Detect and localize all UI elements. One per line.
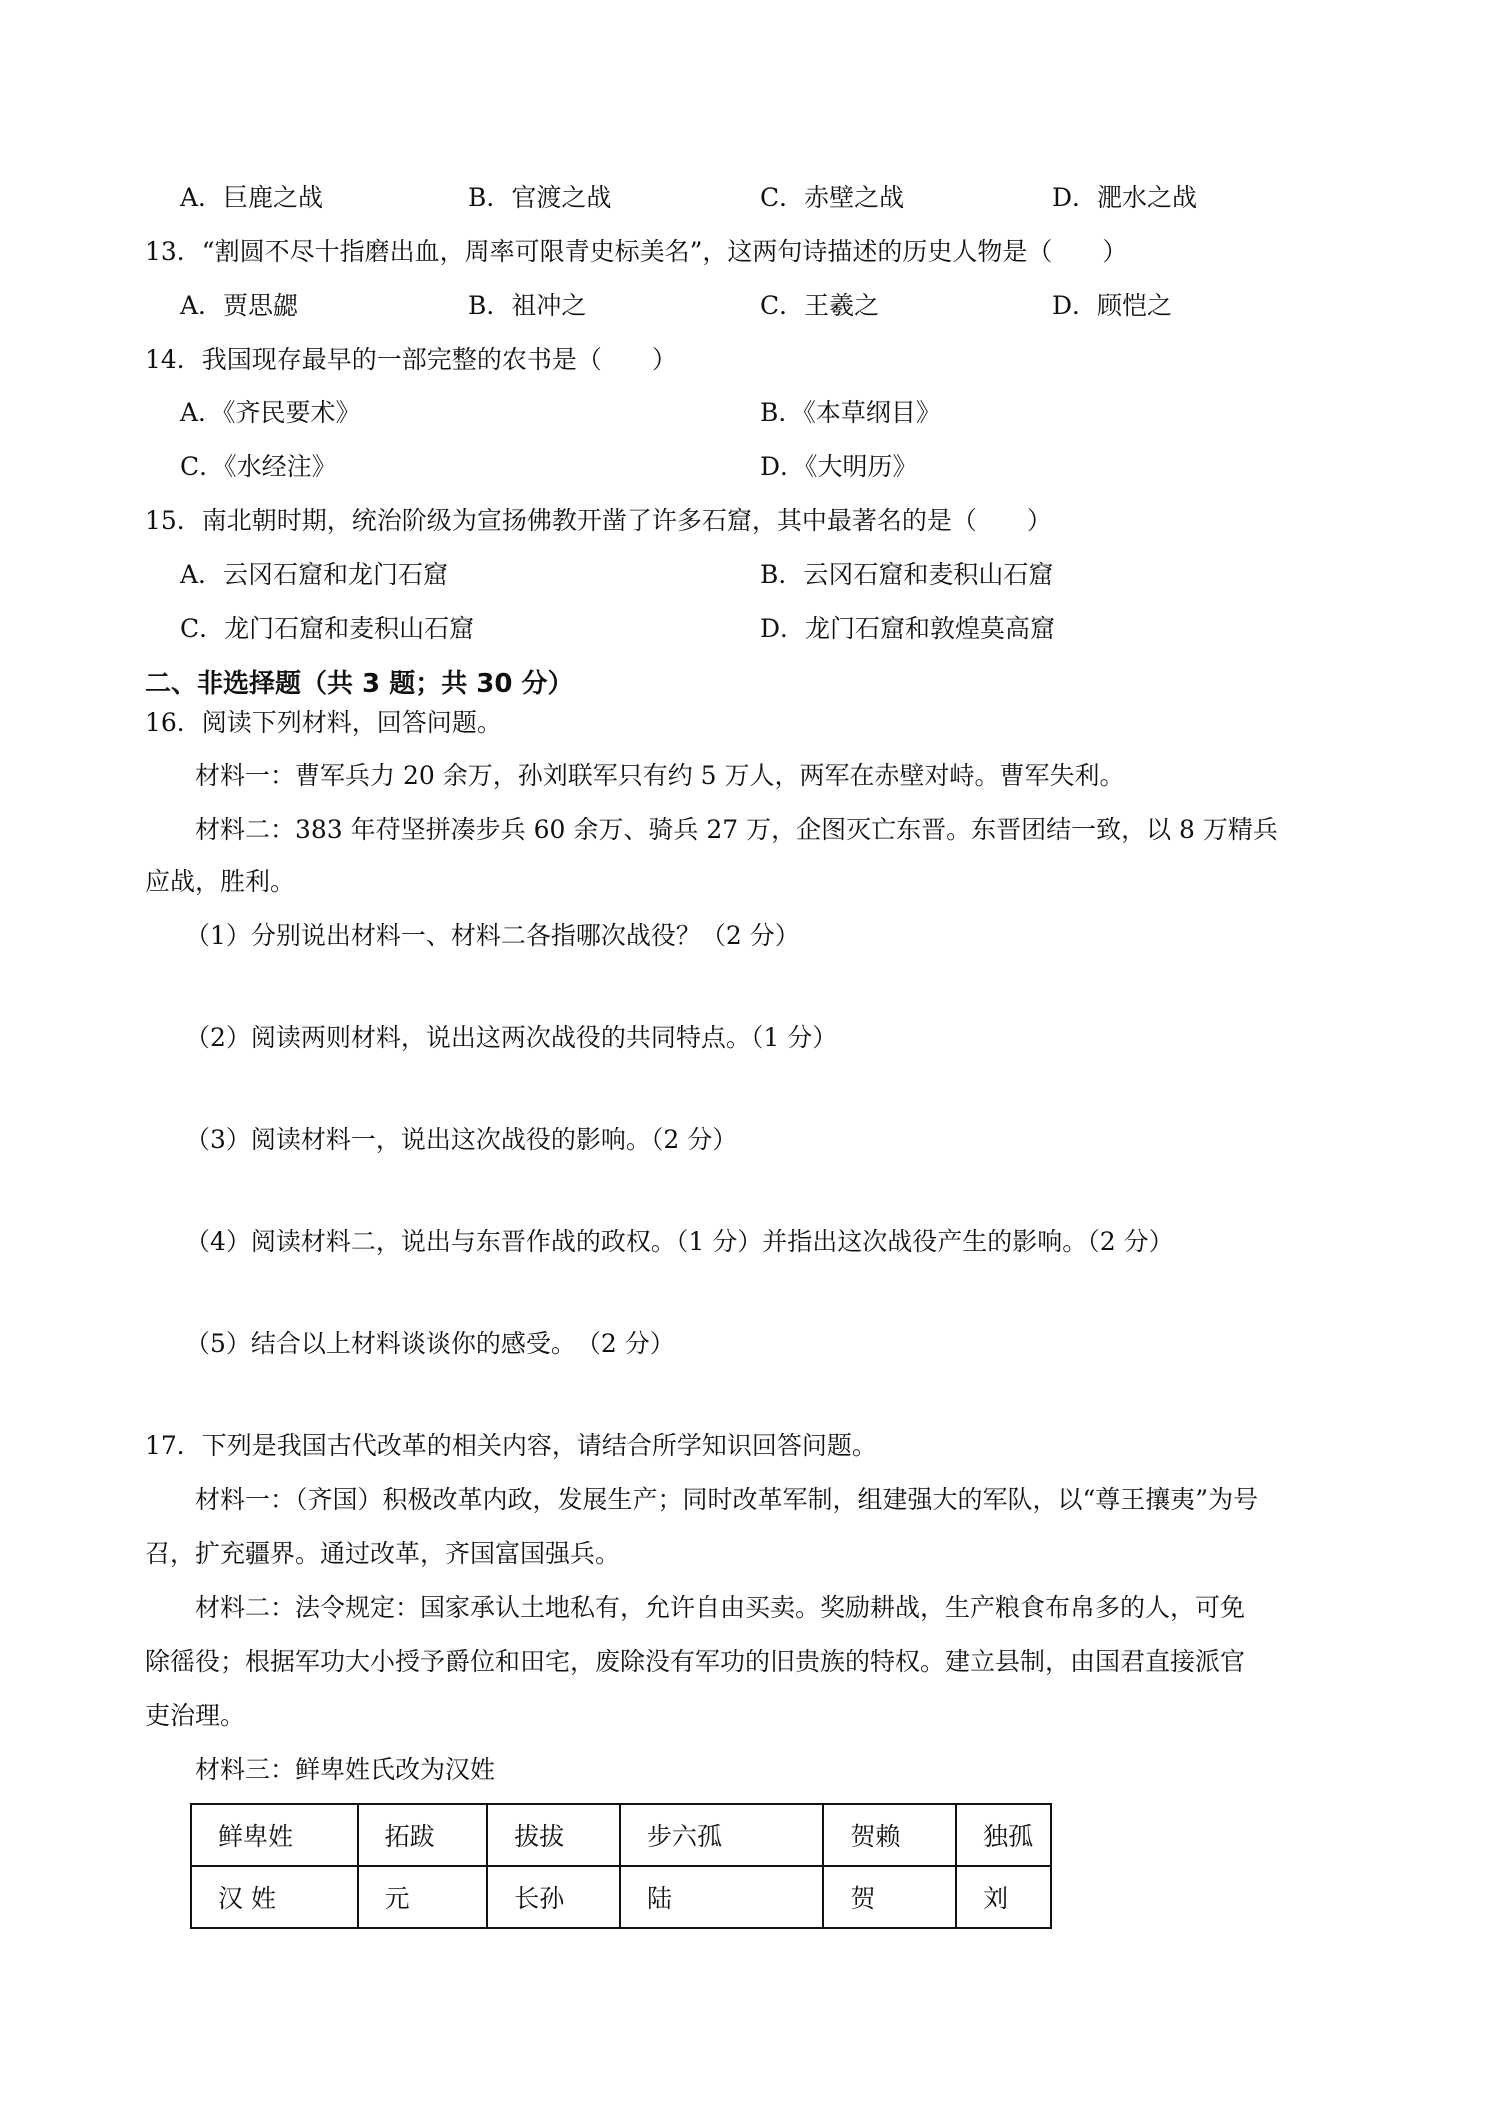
q14-stem: 14．我国现存最早的一部完整的农书是（ ） [145, 345, 677, 374]
q14-option-a: A．《齐民要术》 [180, 398, 361, 427]
section-2-title: 二、非选择题（共 3 题；共 30 分） [145, 669, 574, 699]
table-cell: 长孙 [487, 1866, 620, 1928]
q14-option-d: D．《大明历》 [760, 452, 918, 481]
q16-subquestion-2: （2）阅读两则材料，说出这两次战役的共同特点。（1 分） [185, 1023, 838, 1052]
q16-subquestion-5: （5）结合以上材料谈谈你的感受。 （2 分） [185, 1329, 675, 1358]
q16-material-1: 材料一：曹军兵力 20 余万，孙刘联军只有约 5 万人，两军在赤壁对峙。曹军失利。 [195, 761, 1125, 790]
table-cell: 独孤 [956, 1804, 1051, 1866]
q14-option-c: C．《水经注》 [180, 452, 337, 481]
table-cell: 贺 [823, 1866, 956, 1928]
q15-option-a: A．云冈石窟和龙门石窟 [180, 560, 449, 589]
q16-material-2: 材料二：383 年苻坚拼凑步兵 60 余万、骑兵 27 万，企图灭亡东晋。东晋团结一致，以 8 万精兵 [195, 815, 1278, 844]
q13-option-d: D．顾恺之 [1052, 291, 1173, 320]
table-cell: 汉 姓 [191, 1866, 358, 1928]
surname-table [190, 1803, 1052, 1929]
table-cell: 拓跋 [358, 1804, 488, 1866]
table-cell: 鲜卑姓 [191, 1804, 358, 1866]
q17-material-2: 材料二：法令规定：国家承认土地私有，允许自由买卖。奖励耕战，生产粮食布帛多的人，可免 [195, 1593, 1246, 1622]
q17-material-2-cont-1: 除徭役；根据军功大小授予爵位和田宅，废除没有军功的旧贵族的特权。建立县制，由国君直接派官 [145, 1647, 1246, 1676]
q13-stem: 13．“割圆不尽十指磨出血，周率可限青史标美名”，这两句诗描述的历史人物是（ ） [145, 237, 1128, 266]
q12-option-d: D．淝水之战 [1052, 183, 1198, 212]
q15-option-c: C．龙门石窟和麦积山石窟 [180, 614, 475, 643]
table-cell: 拔拔 [487, 1804, 620, 1866]
q17-material-2-cont-2: 吏治理。 [145, 1701, 246, 1730]
q17-material-1: 材料一：（齐国）积极改革内政，发展生产；同时改革军制，组建强大的军队，以“尊王攘夷”为号 [195, 1485, 1259, 1514]
q15-stem: 15．南北朝时期，统治阶级为宣扬佛教开凿了许多石窟，其中最著名的是（ ） [145, 506, 1052, 535]
q13-option-b: B．祖冲之 [468, 291, 587, 320]
q15-option-d: D．龙门石窟和敦煌莫高窟 [760, 614, 1056, 643]
q12-option-b: B．官渡之战 [468, 183, 612, 212]
q13-option-c: C．王羲之 [760, 291, 880, 320]
q14-option-b: B．《本草纲目》 [760, 398, 941, 427]
table-cell: 步六孤 [620, 1804, 823, 1866]
q17-material-1-cont: 召，扩充疆界。通过改革，齐国富国强兵。 [145, 1539, 621, 1568]
table-cell: 陆 [620, 1866, 823, 1928]
table-row [191, 1804, 1051, 1866]
q16-subquestion-4: （4）阅读材料二，说出与东晋作战的政权。（1 分）并指出这次战役产生的影响。（2 分） [185, 1227, 1174, 1256]
q16-material-2-cont: 应战，胜利。 [145, 867, 296, 896]
q12-option-a: A．巨鹿之战 [180, 183, 324, 212]
q12-option-c: C．赤壁之战 [760, 183, 905, 212]
table-cell: 贺赖 [823, 1804, 956, 1866]
q17-material-3: 材料三：鲜卑姓氏改为汉姓 [195, 1755, 496, 1784]
table-cell: 刘 [956, 1866, 1051, 1928]
q16-subquestion-3: （3）阅读材料一，说出这次战役的影响。（2 分） [185, 1125, 738, 1154]
q16-subquestion-1: （1）分别说出材料一、材料二各指哪次战役？（2 分） [185, 921, 800, 950]
q13-option-a: A．贾思勰 [180, 291, 299, 320]
table-cell: 元 [358, 1866, 488, 1928]
q16-stem: 16．阅读下列材料，回答问题。 [145, 708, 502, 737]
q17-stem: 17．下列是我国古代改革的相关内容，请结合所学知识回答问题。 [145, 1431, 877, 1460]
q15-option-b: B．云冈石窟和麦积山石窟 [760, 560, 1054, 589]
table-row [191, 1866, 1051, 1928]
